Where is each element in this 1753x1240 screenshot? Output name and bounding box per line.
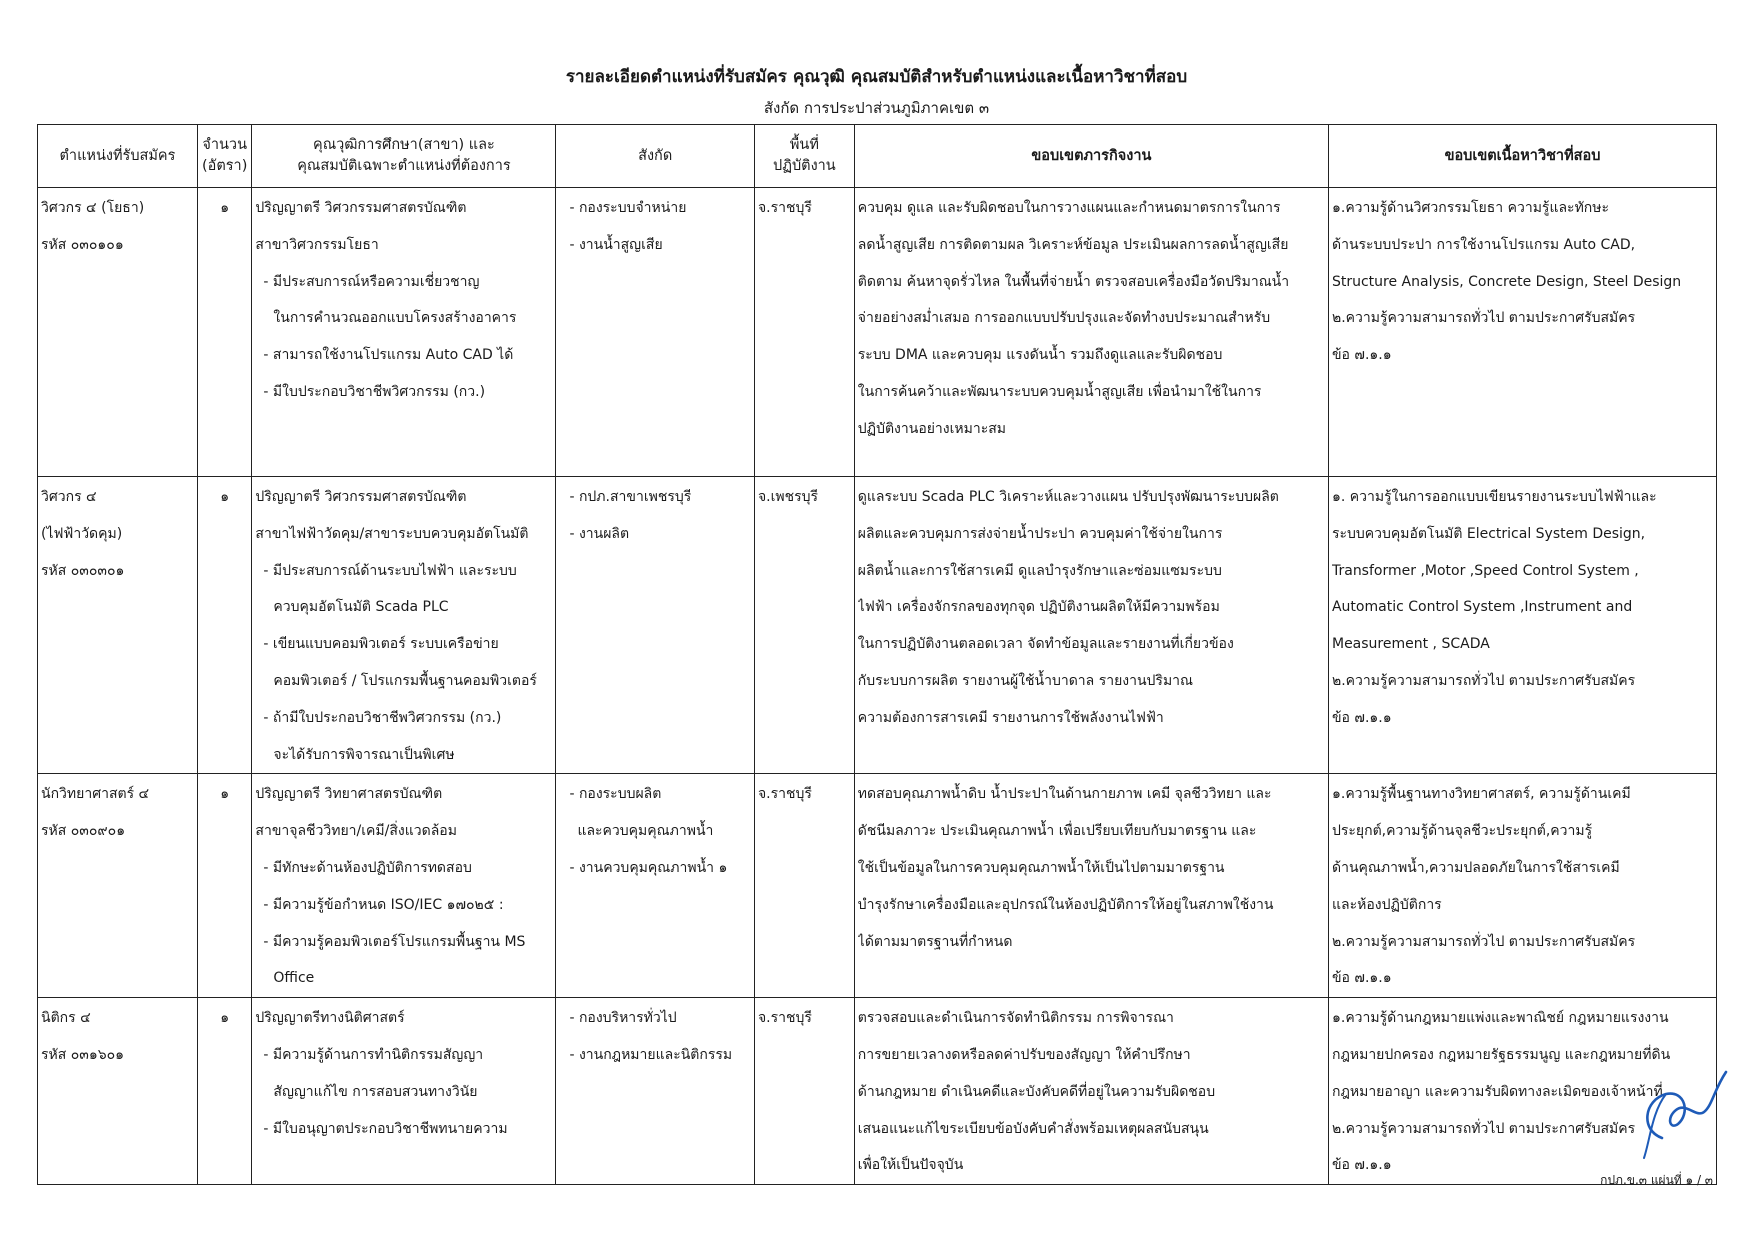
cell-exam xyxy=(1328,774,1716,998)
cell-count-text: ๑ xyxy=(220,786,230,803)
cell-area xyxy=(754,774,854,998)
cell-scope-line: บำรุงรักษาเครื่องมือและอุปกรณ์ในห้องปฏิบัติการให้อยู่ในสภาพใช้งาน xyxy=(857,896,1274,913)
table-header-row xyxy=(38,125,1717,188)
cell-scope xyxy=(854,188,1328,477)
cell-scope-line: ด้านกฎหมาย ดำเนินคดีและบังคับคดีที่อยู่ในความรับผิดชอบ xyxy=(857,1083,1216,1100)
cell-scope-line: ความต้องการสารเคมี รายงานการใช้พลังงานไฟฟ้า xyxy=(857,709,1164,726)
cell-exam-line: ระบบควบคุมอัตโนมัติ Electrical System Design, xyxy=(1331,525,1646,542)
page-title: รายละเอียดตำแหน่งที่รับสมัคร คุณวุฒิ คุณสมบัติสำหรับตำแหน่งและเนื้อหาวิชาที่สอบ xyxy=(565,67,1188,87)
cell-area-text: จ.ราชบุรี xyxy=(757,1010,812,1027)
cell-scope-line: จ่ายอย่างสม่ำเสมอ การออกแบบปรับปรุงและจัดทำงบประมาณสำหรับ xyxy=(857,310,1271,327)
table-row xyxy=(38,188,1717,477)
cell-area-text: จ.ราชบุรี xyxy=(757,200,812,216)
cell-position xyxy=(38,998,198,1185)
cell-scope-line: ตรวจสอบและดำเนินการจัดทำนิติกรรม การพิจารณา xyxy=(857,1010,1174,1027)
cell-qualification-line: ปริญญาตรี วิทยาศาสตรบัณฑิต xyxy=(255,786,443,803)
cell-exam-line: Measurement , SCADA xyxy=(1331,636,1490,653)
cell-position-line: นักวิทยาศาสตร์ ๔ xyxy=(41,786,150,803)
cell-scope xyxy=(854,477,1328,774)
cell-department xyxy=(556,477,755,774)
cell-exam-line: ประยุกต์,ความรู้ด้านจุลชีวะประยุกต์,ความรู้ xyxy=(1331,823,1593,840)
header-exam: ขอบเขตเนื้อหาวิชาที่สอบ xyxy=(1328,125,1716,188)
table-row xyxy=(38,774,1717,998)
cell-qualification-line: - มีความรู้ด้านการทำนิติกรรมสัญญา xyxy=(263,1046,484,1063)
cell-position-line: นิติกร ๔ xyxy=(41,1010,91,1027)
cell-exam-line: Automatic Control System ,Instrument and xyxy=(1331,599,1633,616)
header-count: จำนวน (อัตรา) xyxy=(197,125,251,188)
cell-qualification-line: สาขาไฟฟ้าวัดคุม/สาขาระบบควบคุมอัตโนมัติ xyxy=(255,525,529,542)
header-qualification: คุณวุฒิการศึกษา(สาขา) และ คุณสมบัติเฉพาะตำแหน่งที่ต้องการ xyxy=(252,125,556,188)
cell-exam-line: และห้องปฏิบัติการ xyxy=(1331,896,1442,913)
cell-exam-line: ๒.ความรู้ความสามารถทั่วไป ตามประกาศรับสมัคร xyxy=(1331,933,1636,950)
cell-position xyxy=(38,477,198,774)
cell-qualification-line: ปริญญาตรี วิศวกรรมศาสตรบัณฑิต xyxy=(255,200,467,216)
cell-qualification-line: คอมพิวเตอร์ / โปรแกรมพื้นฐานคอมพิวเตอร์ xyxy=(273,672,537,689)
cell-department-line: - งานกฎหมายและนิติกรรม xyxy=(569,1046,733,1063)
cell-qualification xyxy=(252,774,556,998)
cell-exam-line: ๑. ความรู้ในการออกแบบเขียนรายงานระบบไฟฟ้าและ xyxy=(1331,489,1657,505)
cell-department xyxy=(556,998,755,1185)
cell-exam-line: ข้อ ๗.๑.๑ xyxy=(1331,709,1392,726)
cell-qualification-line: สาขาจุลชีววิทยา/เคมี/สิ่งแวดล้อม xyxy=(255,823,457,840)
cell-qualification-line: - สามารถใช้งานโปรแกรม Auto CAD ได้ xyxy=(263,347,514,364)
cell-exam-line: ๒.ความรู้ความสามารถทั่วไป ตามประกาศรับสมัคร xyxy=(1331,310,1636,327)
cell-scope-line: กับระบบการผลิต รายงานผู้ใช้น้ำบาดาล รายงานปริมาณ xyxy=(857,672,1194,689)
cell-exam-line: กฎหมายปกครอง กฎหมายรัฐธรรมนูญ และกฎหมายที่ดิน xyxy=(1331,1046,1671,1063)
cell-count xyxy=(197,774,251,998)
cell-exam-line: Transformer ,Motor ,Speed Control System , xyxy=(1331,562,1639,579)
cell-scope xyxy=(854,774,1328,998)
cell-exam-line: ข้อ ๗.๑.๑ xyxy=(1331,347,1392,364)
cell-scope-line: ผลิตและควบคุมการส่งจ่ายน้ำประปา ควบคุมค่าใช้จ่ายในการ xyxy=(857,525,1223,542)
cell-qualification-line: - มีทักษะด้านห้องปฏิบัติการทดสอบ xyxy=(263,859,472,876)
cell-qualification-line: สัญญาแก้ไข การสอบสวนทางวินัย xyxy=(273,1083,478,1100)
cell-qualification-line: ปริญญาตรี วิศวกรรมศาสตรบัณฑิต xyxy=(255,489,467,505)
positions-table xyxy=(37,124,1717,1185)
cell-qualification xyxy=(252,188,556,477)
cell-scope-line: ระบบ DMA และควบคุม แรงดันน้ำ รวมถึงดูแลและรับผิดชอบ xyxy=(857,347,1223,364)
cell-count-text: ๑ xyxy=(220,1010,230,1027)
cell-qualification-line: - มีใบอนุญาตประกอบวิชาชีพทนายความ xyxy=(263,1120,508,1137)
cell-department xyxy=(556,188,755,477)
cell-scope-line: ไฟฟ้า เครื่องจักรกลของทุกจุด ปฏิบัติงานผลิตให้มีความพร้อม xyxy=(857,599,1220,616)
cell-exam-line: Structure Analysis, Concrete Design, Steel Design xyxy=(1331,273,1682,290)
cell-count xyxy=(197,477,251,774)
cell-scope-line: ดัชนีมลภาวะ ประเมินคุณภาพน้ำ เพื่อเปรียบเทียบกับมาตรฐาน และ xyxy=(857,823,1257,840)
cell-position-line: รหัส ๐๓๐๑๐๑ xyxy=(41,236,124,253)
cell-exam-line: ๑.ความรู้ด้านวิศวกรรมโยธา ความรู้และทักษะ xyxy=(1331,200,1610,216)
cell-position-line: (ไฟฟ้าวัดคุม) xyxy=(41,525,123,542)
cell-qualification xyxy=(252,998,556,1185)
cell-department-line: - กปภ.สาขาเพชรบุรี xyxy=(569,489,692,505)
cell-qualification-line: - มีใบประกอบวิชาชีพวิศวกรรม (กว.) xyxy=(263,383,486,400)
cell-position-line: รหัส ๐๓๑๖๐๑ xyxy=(41,1046,125,1063)
cell-qualification xyxy=(252,477,556,774)
cell-exam-line: กฎหมายอาญา และความรับผิดทางละเมิดของเจ้าหน้าที่ xyxy=(1331,1083,1663,1100)
cell-scope-line: ติดตาม ค้นหาจุดรั่วไหล ในพื้นที่จ่ายน้ำ ตรวจสอบเครื่องมือวัดปริมาณน้ำ xyxy=(857,273,1290,290)
cell-exam-line: ข้อ ๗.๑.๑ xyxy=(1331,970,1392,987)
cell-exam xyxy=(1328,188,1716,477)
cell-count-text: ๑ xyxy=(220,200,230,216)
cell-qualification-line: สาขาวิศวกรรมโยธา xyxy=(255,236,379,253)
cell-scope-line: ในการค้นคว้าและพัฒนาระบบควบคุมน้ำสูญเสีย เพื่อนำมาใช้ในการ xyxy=(857,383,1262,400)
cell-department xyxy=(556,774,755,998)
table-row xyxy=(38,998,1717,1185)
cell-position-line: วิศวกร ๔ (โยธา) xyxy=(41,200,145,216)
cell-area-text: จ.ราชบุรี xyxy=(757,786,812,803)
cell-department-line: - กองระบบผลิต xyxy=(569,786,662,803)
cell-count xyxy=(197,188,251,477)
cell-exam-line: ๒.ความรู้ความสามารถทั่วไป ตามประกาศรับสมัคร xyxy=(1331,1120,1636,1137)
cell-position-line: วิศวกร ๔ xyxy=(41,489,97,505)
header-department: สังกัด xyxy=(556,125,755,188)
cell-department-line: - กองระบบจำหน่าย xyxy=(569,200,687,216)
cell-exam-line: ข้อ ๗.๑.๑ xyxy=(1331,1157,1392,1174)
cell-scope-line: ใช้เป็นข้อมูลในการควบคุมคุณภาพน้ำให้เป็นไปตามมาตรฐาน xyxy=(857,859,1225,876)
header-scope: ขอบเขตภารกิจงาน xyxy=(854,125,1328,188)
cell-position xyxy=(38,774,198,998)
page-footer: กปภ.ข.๓ แผ่นที่ ๑ / ๓ xyxy=(1600,1173,1713,1187)
cell-scope-line: ในการปฏิบัติงานตลอดเวลา จัดทำข้อมูลและรายงานที่เกี่ยวข้อง xyxy=(857,636,1234,653)
cell-exam-line: ๒.ความรู้ความสามารถทั่วไป ตามประกาศรับสมัคร xyxy=(1331,672,1636,689)
cell-scope-line: การขยายเวลางดหรือลดค่าปรับของสัญญา ให้คำปรึกษา xyxy=(857,1046,1191,1063)
cell-area xyxy=(754,477,854,774)
cell-position-line: รหัส ๐๓๐๓๐๑ xyxy=(41,562,125,579)
cell-department-line: - งานควบคุมคุณภาพน้ำ ๑ xyxy=(569,859,728,876)
cell-exam-line: ด้านระบบประปา การใช้งานโปรแกรม Auto CAD, xyxy=(1331,236,1636,253)
cell-qualification-line: ในการคำนวณออกแบบโครงสร้างอาคาร xyxy=(273,310,517,327)
header-area: พื้นที่ ปฏิบัติงาน xyxy=(754,125,854,188)
cell-exam-line: ด้านคุณภาพน้ำ,ความปลอดภัยในการใช้สารเคมี xyxy=(1331,859,1620,876)
header-position: ตำแหน่งที่รับสมัคร xyxy=(38,125,198,188)
cell-area xyxy=(754,998,854,1185)
cell-qualification-line: - เขียนแบบคอมพิวเตอร์ ระบบเครือข่าย xyxy=(263,636,499,653)
cell-qualification-line: - มีประสบการณ์หรือความเชี่ยวชาญ xyxy=(263,273,480,290)
cell-scope-line: ดูแลระบบ Scada PLC วิเคราะห์และวางแผน ปรับปรุงพัฒนาระบบผลิต xyxy=(857,489,1279,505)
cell-qualification-line: ปริญญาตรีทางนิติศาสตร์ xyxy=(255,1010,405,1027)
cell-department-line: - กองบริหารทั่วไป xyxy=(569,1010,677,1027)
cell-department-line: - งานน้ำสูญเสีย xyxy=(569,236,663,253)
cell-scope-line: เพื่อให้เป็นปัจจุบัน xyxy=(857,1157,964,1174)
table-row xyxy=(38,477,1717,774)
cell-scope-line: ได้ตามมาตรฐานที่กำหนด xyxy=(857,933,1013,950)
cell-exam-line: ๑.ความรู้พื้นฐานทางวิทยาศาสตร์, ความรู้ด้านเคมี xyxy=(1331,786,1631,803)
cell-qualification-line: - ถ้ามีใบประกอบวิชาชีพวิศวกรรม (กว.) xyxy=(263,709,502,726)
cell-scope-line: เสนอแนะแก้ไขระเบียบข้อบังคับคำสั่งพร้อมเหตุผลสนับสนุน xyxy=(857,1120,1209,1137)
cell-qualification-line: Office xyxy=(273,970,315,987)
cell-area-text: จ.เพชรบุรี xyxy=(757,489,819,505)
cell-qualification-line: ควบคุมอัตโนมัติ Scada PLC xyxy=(273,599,449,616)
cell-scope-line: ลดน้ำสูญเสีย การติดตามผล วิเคราะห์ข้อมูล ประเมินผลการลดน้ำสูญเสีย xyxy=(857,236,1289,253)
cell-qualification-line: - มีความรู้คอมพิวเตอร์โปรแกรมพื้นฐาน MS xyxy=(263,933,526,950)
page-subtitle: สังกัด การประปาส่วนภูมิภาคเขต ๓ xyxy=(763,99,990,117)
cell-department-line: และควบคุมคุณภาพน้ำ xyxy=(577,823,714,840)
cell-count xyxy=(197,998,251,1185)
cell-exam xyxy=(1328,477,1716,774)
cell-scope-line: ปฏิบัติงานอย่างเหมาะสม xyxy=(857,420,1007,437)
cell-qualification-line: - มีความรู้ข้อกำหนด ISO/IEC ๑๗๐๒๕ : xyxy=(263,896,504,913)
cell-scope xyxy=(854,998,1328,1185)
cell-qualification-line: จะได้รับการพิจารณาเป็นพิเศษ xyxy=(273,746,455,763)
cell-scope-line: ควบคุม ดูแล และรับผิดชอบในการวางแผนและกำหนดมาตรการในการ xyxy=(857,200,1281,216)
cell-scope-line: ทดสอบคุณภาพน้ำดิบ น้ำประปาในด้านกายภาพ เคมี จุลชีววิทยา และ xyxy=(857,786,1272,803)
cell-position-line: รหัส ๐๓๐๙๐๑ xyxy=(41,823,126,840)
signature-mark xyxy=(1600,1060,1740,1160)
cell-count-text: ๑ xyxy=(220,489,230,505)
cell-qualification-line: - มีประสบการณ์ด้านระบบไฟฟ้า และระบบ xyxy=(263,562,517,579)
cell-scope-line: ผลิตน้ำและการใช้สารเคมี ดูแลบำรุงรักษาและซ่อมแซมระบบ xyxy=(857,562,1222,579)
cell-exam-line: ๑.ความรู้ด้านกฎหมายแพ่งและพาณิชย์ กฎหมายแรงงาน xyxy=(1331,1010,1669,1027)
cell-department-line: - งานผลิต xyxy=(569,525,630,542)
cell-position xyxy=(38,188,198,477)
cell-area xyxy=(754,188,854,477)
